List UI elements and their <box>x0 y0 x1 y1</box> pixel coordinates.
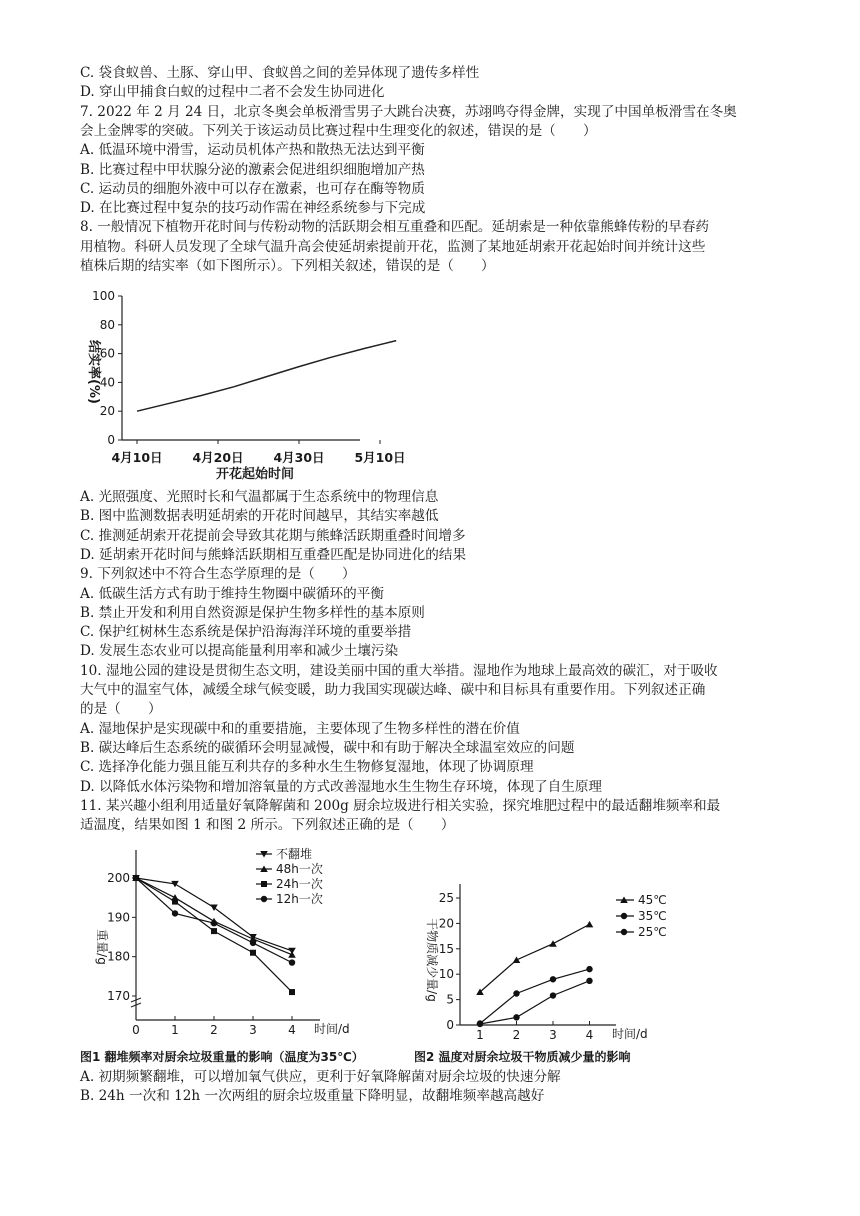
legend-marker <box>621 913 627 919</box>
text-line: D. 以降低水体污染物和增加溶氧量的方式改善湿地水生生物生存环境，体现了自生原理 <box>80 778 603 795</box>
text-line: 的是（ ） <box>80 701 162 718</box>
x-tick-label: 4 <box>585 1028 594 1042</box>
data-point <box>513 1014 519 1020</box>
legend-label: 48h一次 <box>276 862 323 876</box>
text-line: 10. 湿地公园的建设是贯彻生态文明，建设美丽中国的重大举措。湿地作为地球上最高效的碳汇，对于吸收 <box>80 662 718 679</box>
text-line: A. 湿地保护是实现碳中和的重要措施，主要体现了生物多样性的潜在价值 <box>80 720 520 737</box>
text-line: B. 图中监测数据表明延胡索的开花时间越早，其结实率越低 <box>80 508 439 525</box>
y-tick-label: 20 <box>438 916 454 931</box>
text-line: B. 比赛过程中甲状腺分泌的激素会促进组织细胞增加产热 <box>80 161 425 178</box>
legend-marker <box>261 881 267 887</box>
temperature-chart <box>420 878 680 1043</box>
text-line: 11. 某兴趣小组利用适量好氧降解菌和 200g 厨余垃圾进行相关实验，探究堆肥过程中的最适翻堆频率和最 <box>80 797 721 814</box>
text-line: D. 延胡索开花时间与熊蜂活跃期相互重叠匹配是协同进化的结果 <box>80 546 467 563</box>
legend-label: 25℃ <box>638 925 667 939</box>
turning-frequency-chart <box>88 842 408 1042</box>
y-tick-label: 0 <box>446 1018 454 1032</box>
data-point <box>288 951 296 958</box>
y-tick-label: 15 <box>438 941 454 956</box>
text-line: 会上金牌零的突破。下列关于该运动员比赛过程中生理变化的叙述，错误的是（ ） <box>80 122 597 139</box>
text-line: 植株后期的结实率（如下图所示）。下列相关叙述，错误的是（ ） <box>80 258 495 274</box>
data-point <box>172 899 178 905</box>
legend-label: 不翻堆 <box>276 847 313 861</box>
data-point <box>172 910 178 916</box>
x-tick-label: 1 <box>476 1028 484 1042</box>
text-line: C. 推测延胡索开花提前会导致其花期与熊蜂活跃期重叠时间增多 <box>80 527 466 544</box>
x-axis-label: 时间/d <box>612 1027 648 1041</box>
series-line <box>480 924 590 992</box>
x-tick-label: 4月10日 <box>111 450 163 465</box>
data-point <box>133 875 139 881</box>
data-point <box>171 881 179 888</box>
x-tick-label: 1 <box>171 1023 179 1037</box>
text-line: 8. 一般情况下植物开花时间与传粉动物的活跃期会相互重叠和匹配。延胡索是一种依靠熊蜂传粉的早春药 <box>80 219 710 236</box>
x-tick-label: 2 <box>210 1023 218 1037</box>
legend-label: 12h一次 <box>276 892 323 906</box>
y-tick-label: 180 <box>107 949 130 964</box>
x-tick-label: 2 <box>512 1028 521 1042</box>
y-tick-label: 20 <box>99 404 115 419</box>
text-line: D. 在比赛过程中复杂的技巧动作需在神经系统参与下完成 <box>80 200 426 217</box>
series-line <box>136 878 292 955</box>
y-tick-label: 0 <box>107 433 115 447</box>
y-tick-label: 100 <box>92 289 115 303</box>
y-tick-label: 10 <box>438 967 454 982</box>
y-tick-label: 170 <box>107 989 130 1003</box>
text-line: D. 发展生态农业可以提高能量利用率和减少土壤污染 <box>80 643 399 660</box>
data-point <box>513 956 521 963</box>
y-axis-label: 结实率(%) <box>86 340 101 404</box>
x-tick-label: 3 <box>249 1023 257 1037</box>
legend-marker <box>261 896 267 902</box>
y-tick-label: 200 <box>107 871 130 885</box>
text-line: A. 光照强度、光照时长和气温都属于生态系统中的物理信息 <box>80 489 439 505</box>
data-point <box>250 950 256 956</box>
text-line: B. 碳达峰后生态系统的碳循环会明显减慢，碳中和有助于解决全球温室效应的问题 <box>80 739 575 756</box>
text-line: C. 选择净化能力强且能互利共存的多种水生生物修复湿地，体现了协调原理 <box>80 759 534 776</box>
legend-label: 35℃ <box>638 909 667 923</box>
data-point <box>586 921 594 928</box>
text-line: A. 初期频繁翻堆，可以增加氧气供应，更利于好氧降解菌对厨余垃圾的快速分解 <box>80 1069 561 1085</box>
data-point <box>289 989 295 995</box>
x-tick-label: 3 <box>549 1028 557 1042</box>
text-line: 大气中的温室气体，减缓全球气候变暖，助力我国实现碳达峰、碳中和目标具有重要作用。下列叙述正确 <box>80 682 706 698</box>
fruit-set-rate-chart <box>80 284 406 494</box>
data-point <box>477 1021 483 1027</box>
legend-label: 45℃ <box>638 893 667 907</box>
data-point <box>550 976 556 982</box>
data-point <box>549 940 557 947</box>
text-line: C. 保护红树林生态系统是保护沿海海洋环境的重要举措 <box>80 624 412 641</box>
x-tick-label: 5月10日 <box>354 450 406 465</box>
data-point <box>586 966 592 972</box>
text-line: 用植物。科研人员发现了全球气温升高会使延胡索提前开花，监测了某地延胡索开花起始时间并统计这些 <box>80 238 706 255</box>
series-line <box>136 878 292 951</box>
y-tick-label: 25 <box>438 891 454 905</box>
y-tick-label: 190 <box>107 910 130 925</box>
text-line: C. 运动员的细胞外液中可以存在激素，也可存在酶等物质 <box>80 180 425 197</box>
data-point <box>211 928 217 934</box>
y-tick-label: 80 <box>99 317 115 332</box>
data-point <box>586 978 592 984</box>
text-line: A. 低碳生活方式有助于维持生物圈中碳循环的平衡 <box>80 585 384 602</box>
legend-label: 24h一次 <box>276 877 323 891</box>
text-line: 适温度，结果如图 1 和图 2 所示。下列叙述正确的是（ ） <box>80 817 455 834</box>
data-point <box>211 920 217 926</box>
series-line <box>480 981 590 1024</box>
data-point <box>250 940 256 946</box>
text-line: 9. 下列叙述中不符合生态学原理的是（ ） <box>80 566 356 583</box>
text-line: B. 24h 一次和 12h 一次两组的厨余垃圾重量下降明显，故翻堆频率越高越好 <box>80 1088 545 1105</box>
data-point <box>550 992 556 998</box>
x-tick-label: 4月30日 <box>273 450 325 465</box>
y-axis-label: 干物质减少量/g <box>425 918 439 1002</box>
y-tick-label: 5 <box>446 992 454 1007</box>
data-point <box>513 990 519 996</box>
text-line: D. 穿山甲捕食白蚁的过程中二者不会发生协同进化 <box>80 84 385 101</box>
y-axis-label: 重量/g <box>95 929 109 965</box>
x-tick-label: 0 <box>132 1023 140 1037</box>
x-axis-label: 开花起始时间 <box>215 467 295 482</box>
y-tick-label: 60 <box>99 346 115 361</box>
text-line: C. 袋食蚁兽、土豚、穿山甲、食蚁兽之间的差异体现了遗传多样性 <box>80 65 480 81</box>
text-line: B. 禁止开发和利用自然资源是保护生物多样性的基本原则 <box>80 604 425 621</box>
text-line: A. 低温环境中滑雪，运动员机体产热和散热无法达到平衡 <box>80 142 425 159</box>
x-axis-label: 时间/d <box>314 1022 350 1036</box>
data-point <box>289 959 295 965</box>
figure1-caption: 图1 翻堆频率对厨余垃圾重量的影响（温度为35℃） <box>80 1050 364 1064</box>
y-tick-label: 40 <box>99 375 115 390</box>
text-line: 7. 2022 年 2 月 24 日，北京冬奥会单板滑雪男子大跳台决赛，苏翊鸣夺得金牌，实现了中国单板滑雪在冬奥 <box>80 103 737 120</box>
x-tick-label: 4月20日 <box>192 450 244 465</box>
legend-marker <box>621 929 627 935</box>
x-tick-label: 4 <box>288 1023 296 1037</box>
figure2-caption: 图2 温度对厨余垃圾干物质减少量的影响 <box>414 1050 631 1064</box>
fruit-set-rate-line <box>137 341 396 412</box>
series-line <box>136 878 292 992</box>
